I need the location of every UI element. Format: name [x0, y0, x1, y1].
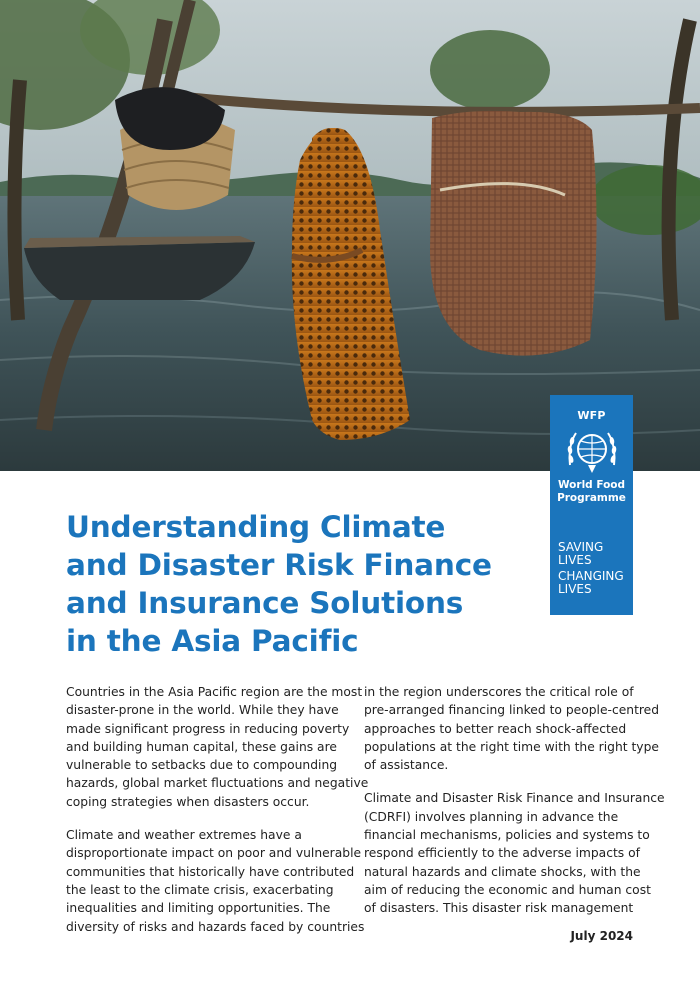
text-line: hazards, global market fluctuations and negative — [66, 776, 369, 791]
paragraph — [364, 683, 660, 774]
text-line: inequalities and limiting opportunities. The — [66, 901, 331, 916]
slogan-line: LIVES — [558, 581, 592, 596]
text-line: approaches to better reach shock-affected — [364, 721, 627, 736]
document-title — [66, 508, 536, 660]
text-line: of assistance. — [364, 758, 449, 773]
slogan-line: LIVES — [558, 552, 592, 567]
text-line: natural hazards and climate shocks, with the — [364, 864, 641, 879]
publication-date: July 2024 — [570, 929, 633, 943]
text-line: and building human capital, these gains are — [66, 739, 337, 754]
wfp-org-name-line2: Programme — [557, 492, 626, 504]
wfp-org-name — [550, 479, 633, 505]
text-line: populations at the right time with the right type — [364, 739, 659, 754]
text-line: the least to the climate crisis, exacerbating — [66, 882, 334, 897]
text-line: (CDRFI) involves planning in advance the — [364, 809, 619, 824]
text-line: disproportionate impact on poor and vulnerable — [66, 846, 362, 861]
wfp-slogan — [558, 541, 630, 595]
text-line: communities that historically have contributed — [66, 864, 355, 879]
title-line: in the Asia Pacific — [66, 624, 359, 658]
paragraph — [364, 789, 665, 917]
paragraph — [66, 683, 369, 811]
wfp-org-name-line1: World Food — [557, 479, 626, 491]
title-line: and Insurance Solutions — [66, 586, 464, 620]
text-line: disaster-prone in the world. While they have — [66, 703, 339, 718]
body-column-right — [364, 683, 665, 933]
wfp-wheat-globe-icon — [562, 425, 622, 477]
text-line: Countries in the Asia Pacific region are the most — [66, 685, 363, 699]
text-line: made significant progress in reducing poverty — [66, 721, 350, 736]
title-line: Understanding Climate — [66, 510, 446, 544]
body-column-left — [66, 683, 369, 951]
text-line: Climate and weather extremes have a — [66, 828, 302, 843]
text-line: pre-arranged financing linked to people-centred — [364, 703, 660, 718]
text-line: coping strategies when disasters occur. — [66, 794, 310, 809]
text-line: aim of reducing the economic and human cost — [364, 882, 651, 897]
text-line: financial mechanisms, policies and systems to — [364, 828, 650, 843]
text-line: of disasters. This disaster risk management — [364, 901, 634, 916]
text-line: in the region underscores the critical role of — [364, 685, 634, 699]
text-line: vulnerable to setbacks due to compounding — [66, 758, 338, 773]
wfp-acronym: WFP — [577, 409, 606, 422]
title-line: and Disaster Risk Finance — [66, 548, 492, 582]
text-line: Climate and Disaster Risk Finance and Insurance — [364, 791, 665, 806]
wfp-logo-badge — [550, 395, 633, 615]
text-line: respond efficiently to the adverse impacts of — [364, 846, 640, 861]
text-line: diversity of risks and hazards faced by countries — [66, 919, 365, 934]
slogan-line: CHANGING — [558, 569, 624, 583]
slogan-line: SAVING — [558, 540, 604, 554]
paragraph — [66, 826, 365, 936]
